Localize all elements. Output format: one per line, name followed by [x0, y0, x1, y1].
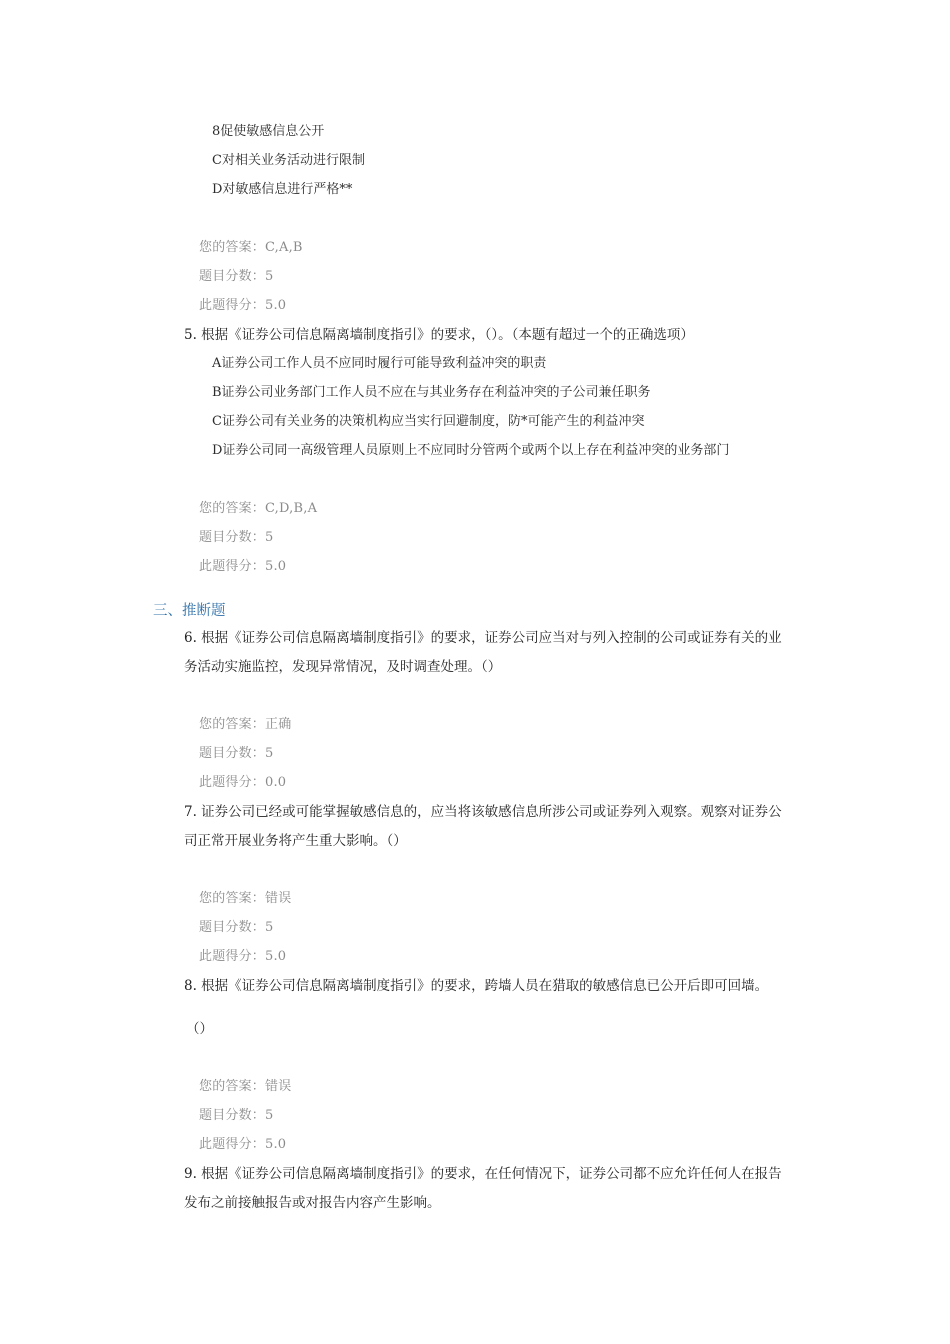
q9-question-text-line1: 9. 根据《证券公司信息隔离墙制度指引》的要求，在任何情况下，证券公司都不应允许任何人在报告	[184, 1166, 782, 1182]
q5-your-answer: 您的答案：C,D,B,A	[199, 501, 318, 516]
section-heading-judgment: 三、推断题	[153, 603, 226, 619]
q7-question-score: 题目分数：5	[199, 920, 274, 935]
q6-your-answer: 您的答案：正确	[199, 717, 292, 732]
q8-score-earned: 此题得分：5.0	[199, 1137, 287, 1152]
q7-score-earned: 此题得分：5.0	[199, 949, 287, 964]
q5-option-c: C证券公司有关业务的决策机构应当实行回避制度，防*可能产生的利益冲突	[212, 414, 645, 429]
q7-question-text-line1: 7. 证券公司已经或可能掌握敏感信息的，应当将该敏感信息所涉公司或证券列入观察。观察对证券公	[184, 804, 782, 820]
q8-your-answer: 您的答案：错误	[199, 1079, 292, 1094]
q6-question-text-line1: 6. 根据《证券公司信息隔离墙制度指引》的要求，证券公司应当对与列入控制的公司或证券有关的业	[184, 630, 782, 646]
q5-option-d: D证券公司同一高级管理人员原则上不应同时分管两个或两个以上存在利益冲突的业务部门	[212, 443, 730, 458]
q5-question-score: 题目分数：5	[199, 530, 274, 545]
q8-question-text-line1: 8. 根据《证券公司信息隔离墙制度指引》的要求，跨墙人员在猎取的敏感信息已公开后即可回墙。	[184, 978, 769, 994]
q4-option-b: 8促使敏感信息公开	[212, 124, 325, 139]
q7-your-answer: 您的答案：错误	[199, 891, 292, 906]
q5-option-a: A证券公司工作人员不应同时履行可能导致利益冲突的职责	[212, 356, 547, 371]
q8-question-score: 题目分数：5	[199, 1108, 274, 1123]
q4-your-answer: 您的答案：C,A,B	[199, 240, 303, 255]
q5-score-earned: 此题得分：5.0	[199, 559, 287, 574]
q6-question-score: 题目分数：5	[199, 746, 274, 761]
q9-question-text-line2: 发布之前接触报告或对报告内容产生影响。	[184, 1195, 441, 1211]
q6-score-earned: 此题得分：0.0	[199, 775, 287, 790]
q4-score-earned: 此题得分：5.0	[199, 298, 287, 313]
q6-question-text-line2: 务活动实施监控，发现异常情况，及时调查处理。（）	[184, 659, 502, 675]
q4-option-d: D对敏感信息进行严格**	[212, 182, 353, 197]
q8-question-text-line2: （）	[186, 1021, 213, 1037]
q5-option-b: B证券公司业务部门工作人员不应在与其业务存在利益冲突的子公司兼任职务	[212, 385, 651, 400]
q4-option-c: C对相关业务活动进行限制	[212, 153, 365, 168]
q5-question-text: 5. 根据《证券公司信息隔离墙制度指引》的要求，（）。（本题有超过一个的正确选项）	[184, 327, 694, 343]
q7-question-text-line2: 司正常开展业务将产生重大影响。（）	[184, 833, 407, 849]
q4-question-score: 题目分数：5	[199, 269, 274, 284]
